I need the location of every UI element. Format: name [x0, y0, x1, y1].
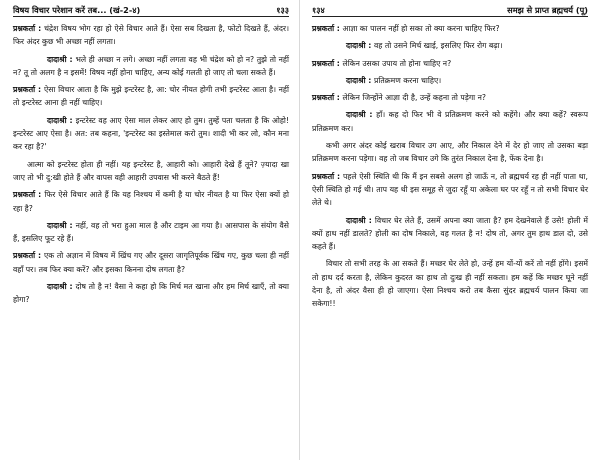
- paragraph-text: लेकिन जिन्होंने आज्ञा दी है, उन्हें कहना तो पड़ेगा न?: [342, 93, 486, 103]
- right-page: [300, 0, 600, 460]
- speaker-label: दादाश्री: [47, 282, 67, 292]
- paragraph-text: प्रतिक्रमण करना चाहिए।: [374, 75, 442, 85]
- right-page-header: [312, 0, 588, 17]
- narrative-paragraph: [13, 158, 289, 185]
- dialog-paragraph: प्रश्नकर्ता : लेकिन जिन्होंने आज्ञा दी है, उन्हें कहना तो पड़ेगा न?: [312, 93, 486, 103]
- left-page-number: १३३: [276, 5, 289, 15]
- dialog-paragraph: दादाश्री : इन्टरेस्ट वह आए ऐसा माल लेकर आए हो तुम। तुम्हें पता चलता है कि ओहो! इन्टरेस्ट आए ऐसा है। अत: तब कहना, 'इन्टरेस्ट का इस्तेमाल करो तुम। शादी भी कर लो, कौन मना कर रहा है?': [13, 115, 289, 152]
- speaker-label: प्रश्नकर्ता: [312, 58, 335, 68]
- dialog-paragraph: दादाश्री : दोष तो है न! वैसा ने कहा हो कि मिर्च मत खाना और हम मिर्च खाएँ, तो क्या होगा?: [13, 282, 289, 305]
- paragraph-text: भले ही अच्छा न लगे। अच्छा नहीं लगता वह भी चंद्रेश को हो न? तुझे तो नहीं न? तू तो अलग है न इसमें! विषय नहीं होना चाहिए, अन्य कोई गलती हो जाए तो चला सकते हैं।: [13, 54, 289, 77]
- paragraph-text: पहले ऐसी स्थिति थी कि मैं इन सबसे अलग हो जाऊँ न, तो ब्रह्मचर्य रह ही नहीं पाता था, ऐसी स्थिति हो गई थी। ताप यह थी इस समूह से जुदा रहूँ या अकेला घर पर रहूँ न तो सभी विचार घेर लेते थे।: [312, 171, 588, 208]
- speaker-label: दादाश्री: [47, 220, 67, 230]
- paragraph-text: लेकिन उसका उपाय तो होना चाहिए न?: [342, 58, 452, 68]
- speaker-label: प्रश्नकर्ता: [312, 171, 335, 181]
- dialog-paragraph: प्रश्नकर्ता : आज्ञा का पालन नहीं हो सका तो क्या करना चाहिए फिर?: [312, 24, 500, 33]
- dialog-paragraph: दादाश्री : प्रतिक्रमण करना चाहिए।: [346, 75, 442, 85]
- paragraph-text: वह तो उसने मिर्च खाई, इसलिए फिर रोग बढ़ा।: [374, 41, 503, 51]
- speaker-label: प्रश्नकर्ता: [13, 251, 36, 261]
- dialog-paragraph: प्रश्नकर्ता : फिर ऐसे विचार आते हैं कि यह निश्चय में कमी है या चोर नीयत है या फिर ऐसा क्यों हो रहा है?: [13, 190, 289, 213]
- dialog-paragraph: प्रश्नकर्ता : ऐसा विचार आता है कि मुझे इन्टरेस्ट है, आ: चोर नीयत होगी तभी इन्टरेस्ट आता है। नहीं तो इन्टरेस्ट आना ही नहीं चाहिए।: [13, 85, 289, 108]
- speaker-label: दादाश्री: [346, 41, 366, 51]
- speaker-label: दादाश्री: [47, 115, 67, 125]
- paragraph-text: विचार घेर लेते हैं, उसमें अपना क्या जाता है? हम देखनेवाले हैं उसे! होली में क्यों हाथ नहीं डालते? होली का दोष निकाले, वह गलत है न! दोष तो, अगर तुम हाथ डाल दो, उसे कहते हैं।: [312, 215, 588, 252]
- speaker-label: प्रश्नकर्ता: [312, 93, 335, 103]
- paragraph-text: हाँ। कह दो फिर भी वे प्रतिक्रमण करने को कहेंगे। और क्या कहें? स्वरूप प्रतिक्रमण कर।: [312, 110, 588, 133]
- speaker-label: प्रश्नकर्ता: [13, 190, 36, 200]
- speaker-label: प्रश्नकर्ता: [312, 24, 335, 33]
- speaker-label: दादाश्री: [346, 75, 366, 85]
- paragraph-text: ऐसा विचार आता है कि मुझे इन्टरेस्ट है, आ: चोर नीयत होगी तभी इन्टरेस्ट आता है। नहीं तो इन्टरेस्ट आना ही नहीं चाहिए।: [13, 85, 289, 108]
- speaker-label: दादाश्री: [346, 110, 366, 120]
- dialog-paragraph: दादाश्री : भले ही अच्छा न लगे। अच्छा नहीं लगता वह भी चंद्रेश को हो न? तुझे तो नहीं न? तू तो अलग है न इसमें! विषय नहीं होना चाहिए, अन्य कोई गलती हो जाए तो चला सकते हैं।: [13, 54, 289, 77]
- dialog-paragraph: दादाश्री : नहीं, वह तो भरा हुआ माल है और टाइम आ गया है। आसपास के संयोग वैसे हैं, इसलिए फूट रहे हैं।: [13, 220, 289, 244]
- narrative-paragraph: [312, 139, 588, 166]
- paragraph-text: आत्मा को इन्टरेस्ट होता ही नहीं। यह इन्टरेस्ट है, आहारी को। आहारी देखे हैं तूने? ज़्यादा खा जाए तो भी दु:खी होते हैं और वापस वही आहारी उपवास भी करने बैठते हैं!: [13, 159, 289, 182]
- right-page-number: १३४: [312, 5, 325, 15]
- paragraph-text: फिर ऐसे विचार आते हैं कि यह निश्चय में कमी है या चोर नीयत है या फिर ऐसा क्यों हो रहा है?: [13, 190, 289, 213]
- dialog-paragraph: दादाश्री : विचार घेर लेते हैं, उसमें अपना क्या जाता है? हम देखनेवाले हैं उसे! होली में क्यों हाथ नहीं डालते? होली का दोष निकाले, वह गलत है न! दोष तो, अगर तुम हाथ डाल दो, उसे कहते हैं।: [312, 215, 588, 252]
- paragraph-text: एक तो अज्ञान में विषय में खिंच गए और दूसरा जागृतिपूर्वक खिंच गए, कुछ चला ही नहीं वहाँ पर। तब फिर क्या करें? और इसका किनना दोष लगता है?: [13, 251, 289, 274]
- paragraph-text: आज्ञा का पालन नहीं हो सका तो क्या करना चाहिए फिर?: [342, 24, 500, 33]
- dialog-paragraph: प्रश्नकर्ता : एक तो अज्ञान में विषय में खिंच गए और दूसरा जागृतिपूर्वक खिंच गए, कुछ चला ही नहीं वहाँ पर। तब फिर क्या करें? और इसका किनना दोष लगता है?: [13, 251, 289, 274]
- dialog-paragraph: प्रश्नकर्ता : पहले ऐसी स्थिति थी कि मैं इन सबसे अलग हो जाऊँ न, तो ब्रह्मचर्य रह ही नहीं पाता था, ऐसी स्थिति हो गई थी। ताप यह थी इस समूह से जुदा रहूँ या अकेला घर पर रहूँ न तो सभी विचार घेर लेते थे।: [312, 171, 588, 208]
- speaker-label: प्रश्नकर्ता: [13, 24, 36, 33]
- left-page-header: [13, 0, 289, 17]
- paragraph-text: विचार तो सभी तरह के आ सकते हैं। मच्छर घेर लेते हो, उन्हें हम यों-यों करें तो नहीं होंगे। इसमें तो हाथ दर्द करता है, लेकिन कुदरत का हाथ तो दुःख ही नहीं सकता। हम कहें कि मच्छर घूने नहीं देना है, तो अंदर वैसा ही हो जाएगा। ऐसा निश्चय करो तब कैसा सुंदर ब्रह्मचर्य पालन किया जा सकेगा!!: [312, 259, 588, 309]
- left-running-title: विषय विचार परेशान करें तब... (खं-2-४): [13, 5, 141, 15]
- dialog-paragraph: प्रश्नकर्ता : चंद्रेश विषय भोग रहा हो ऐसे विचार आते हैं। ऐसा सब दिखता है, फोटो दिखते हैं, अंदर। फिर अंदर कुछ भी अच्छा नहीं लगता।: [13, 24, 289, 47]
- dialog-paragraph: प्रश्नकर्ता : लेकिन उसका उपाय तो होना चाहिए न?: [312, 58, 452, 68]
- paragraph-text: दोष तो है न! वैसा ने कहा हो कि मिर्च मत खाना और हम मिर्च खाएँ, तो क्या होगा?: [13, 282, 289, 305]
- dialog-paragraph: दादाश्री : हाँ। कह दो फिर भी वे प्रतिक्रमण करने को कहेंगे। और क्या कहें? स्वरूप प्रतिक्रमण कर।: [312, 110, 588, 133]
- narrative-paragraph: [312, 257, 588, 310]
- speaker-label: दादाश्री: [47, 54, 67, 64]
- paragraph-text: नहीं, वह तो भरा हुआ माल है और टाइम आ गया है। आसपास के संयोग वैसे हैं, इसलिए फूट रहे हैं।: [13, 220, 289, 244]
- dialog-paragraph: दादाश्री : वह तो उसने मिर्च खाई, इसलिए फिर रोग बढ़ा।: [346, 41, 503, 51]
- speaker-label: दादाश्री: [346, 215, 366, 225]
- paragraph-text: चंद्रेश विषय भोग रहा हो ऐसे विचार आते हैं। ऐसा सब दिखता है, फोटो दिखते हैं, अंदर। फिर अंदर कुछ भी अच्छा नहीं लगता।: [13, 24, 289, 47]
- right-running-title: समझ से प्राप्त ब्रह्मचर्य (पू): [507, 5, 588, 15]
- paragraph-text: कभी अगर अंदर कोई खराब विचार उग आए, और निकाल देने में देर हो जाए तो उसका बड़ा प्रतिक्रमण करना पड़ेगा। वह तो जब विचार उगे कि तुरंत निकाल देना है, फेंक देना है।: [312, 141, 588, 164]
- speaker-label: प्रश्नकर्ता: [13, 85, 36, 95]
- paragraph-text: इन्टरेस्ट वह आए ऐसा माल लेकर आए हो तुम। तुम्हें पता चलता है कि ओहो! इन्टरेस्ट आए ऐसा है। अत: तब कहना, 'इन्टरेस्ट का इस्तेमाल करो तुम। शादी भी कर लो, कौन मना कर रहा है?': [13, 115, 289, 152]
